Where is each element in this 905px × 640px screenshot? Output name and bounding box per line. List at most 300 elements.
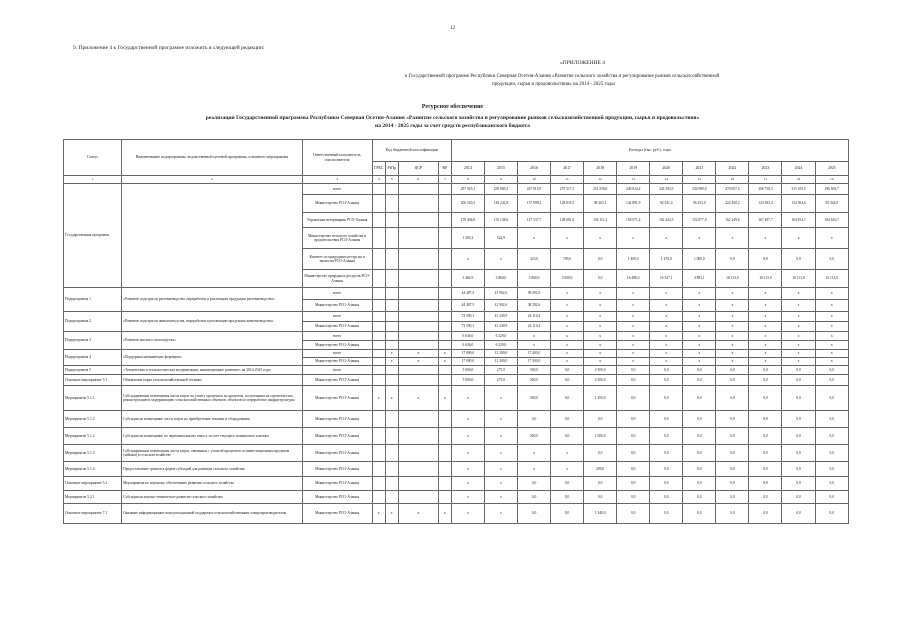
row-status: Подпрограмма 1: [64, 288, 122, 312]
column-number: 9: [484, 176, 517, 184]
header-name: Наименование подпрограммы, ведомственной целевой программы, основного мероприятия: [122, 140, 302, 176]
table-row: [64, 288, 849, 300]
row-value-2024: х: [782, 341, 815, 350]
row-value-2014: 206 520,3: [451, 195, 484, 213]
row-value-2019: 0,0: [617, 428, 650, 445]
row-value-2021: 0,0: [683, 375, 716, 386]
row-value-2017: х: [551, 288, 584, 300]
row-executor: всего: [302, 312, 372, 322]
row-value-2017: 128 635,5: [551, 195, 584, 213]
row-code-csr: [398, 491, 438, 504]
row-name: Оказание информационно-консультационной поддержки сельскохозяйственным товаропроизводителям: [122, 504, 302, 524]
row-value-2020: 0,0: [650, 491, 683, 504]
row-code-grbs: [372, 288, 385, 300]
row-code-grbs: х: [372, 386, 385, 411]
row-value-2020: х: [650, 300, 683, 312]
row-value-2016: х: [517, 332, 550, 341]
row-value-2025: х: [815, 332, 848, 341]
row-value-2025: 0,0: [815, 491, 848, 504]
row-value-2025: х: [815, 228, 848, 249]
row-value-2014: 1 305,2: [451, 228, 484, 249]
header-year-2020: 2020: [650, 162, 683, 176]
row-value-2019: 0,0: [617, 375, 650, 386]
row-value-2025: 0,0: [815, 504, 848, 524]
row-status: Подпрограмма 2: [64, 312, 122, 332]
row-value-2020: 1 470,0: [650, 249, 683, 270]
row-value-2019: х: [617, 312, 650, 322]
row-value-2020: 0,0: [650, 504, 683, 524]
row-value-2018: х: [584, 322, 617, 332]
row-value-2017: х: [551, 358, 584, 366]
column-number: 10: [517, 176, 550, 184]
row-value-2025: 0,0: [815, 366, 848, 375]
row-value-2015: х: [484, 445, 517, 462]
row-value-2016: 0,0: [517, 491, 550, 504]
row-code-rzpr: [385, 411, 398, 428]
row-executor: Министерство РСО-Алания: [302, 504, 372, 524]
row-value-2023: 0,0: [749, 366, 782, 375]
row-value-2020: х: [650, 312, 683, 322]
row-code-csr: [398, 332, 438, 341]
row-executor: всего: [302, 288, 372, 300]
appendix-basis-line-2: продукции, сырья и продовольствия» на 2014 - 2025 годы: [492, 82, 615, 87]
row-value-2021: 0,0: [683, 504, 716, 524]
row-code-vr: [438, 195, 451, 213]
row-code-rzpr: [385, 213, 398, 228]
row-code-csr: [398, 288, 438, 300]
row-value-2016: х: [517, 445, 550, 462]
row-code-rzpr: [385, 312, 398, 322]
row-value-2014: 257 923,1: [451, 184, 484, 195]
row-value-2023: х: [749, 358, 782, 366]
row-value-2025: х: [815, 358, 848, 366]
row-status: Государственная программа: [64, 184, 122, 288]
header-executor: Ответственный исполнитель, соисполнители: [302, 140, 372, 176]
row-value-2023: 0,0: [749, 386, 782, 411]
row-value-2016: 24 110,4: [517, 312, 550, 322]
row-name: «Развитие подотрасли животноводства, переработки и реализации продукции животноводства»: [122, 312, 302, 332]
row-code-grbs: [372, 184, 385, 195]
row-code-grbs: [372, 249, 385, 270]
row-value-2024: 16 113,0: [782, 270, 815, 288]
row-value-2014: х: [451, 504, 484, 524]
row-code-grbs: [372, 270, 385, 288]
row-executor: Министерство РСО-Алания: [302, 445, 372, 462]
row-code-csr: [398, 445, 438, 462]
header-code-2: ЦСР: [398, 162, 438, 176]
row-value-2021: х: [683, 300, 716, 312]
document-subtitle-2: на 2014 - 2025 годы за счет средств республиканского бюджета: [375, 123, 530, 129]
row-value-2014: х: [451, 428, 484, 445]
table-row: [64, 491, 849, 504]
row-value-2016: х: [517, 462, 550, 477]
table-row: [64, 477, 849, 491]
row-code-grbs: [372, 341, 385, 350]
row-code-csr: х: [398, 350, 438, 358]
column-number: 13: [617, 176, 650, 184]
row-code-rzpr: [385, 462, 398, 477]
row-value-2014: х: [451, 445, 484, 462]
row-code-grbs: [372, 366, 385, 375]
row-value-2024: х: [782, 322, 815, 332]
column-number: 15: [683, 176, 716, 184]
row-code-rzpr: [385, 366, 398, 375]
row-value-2019: 0,0: [617, 411, 650, 428]
row-value-2015: х: [484, 477, 517, 491]
row-value-2019: 0,0: [617, 504, 650, 524]
row-value-2022: 0,0: [716, 375, 749, 386]
column-number: 7: [438, 176, 451, 184]
row-value-2020: х: [650, 332, 683, 341]
row-code-rzpr: [385, 322, 398, 332]
row-value-2019: х: [617, 341, 650, 350]
table-row: [64, 332, 849, 341]
row-code-grbs: [372, 477, 385, 491]
row-code-vr: [438, 249, 451, 270]
row-executor: всего: [302, 366, 372, 375]
row-value-2019: 0,0: [617, 491, 650, 504]
row-name: «Техническая и технологическая модернизация, инновационное развитие» на 2014-2025 годы: [122, 366, 302, 375]
header-costs: Расходы (тыс. руб.), годы: [451, 140, 848, 162]
row-value-2015: 239 969,2: [484, 184, 517, 195]
row-value-2022: 0,0: [716, 366, 749, 375]
row-value-2016: 38 292,6: [517, 288, 550, 300]
row-code-rzpr: х: [385, 386, 398, 411]
row-value-2017: х: [551, 312, 584, 322]
row-value-2017: 700,0: [551, 249, 584, 270]
row-value-2015: 41 249,9: [484, 312, 517, 322]
row-value-2019: 158 071,4: [617, 213, 650, 228]
column-number: 3: [302, 176, 372, 184]
row-value-2019: х: [617, 350, 650, 358]
row-value-2015: х: [484, 411, 517, 428]
row-value-2015: 41 902,6: [484, 288, 517, 300]
row-value-2020: 0,0: [650, 477, 683, 491]
row-value-2022: 470 057,5: [716, 184, 749, 195]
row-code-rzpr: [385, 445, 398, 462]
row-value-2017: х: [551, 300, 584, 312]
row-value-2019: х: [617, 288, 650, 300]
row-value-2015: х: [484, 249, 517, 270]
row-value-2022: х: [716, 341, 749, 350]
row-value-2015: 6 329,0: [484, 332, 517, 341]
column-number: 1: [64, 176, 122, 184]
row-value-2021: 0,0: [683, 462, 716, 477]
row-code-vr: [438, 375, 451, 386]
row-status: Мероприятие 5.1.3: [64, 445, 122, 462]
row-value-2022: 222 458,2: [716, 195, 749, 213]
row-value-2016: 500,0: [517, 375, 550, 386]
row-value-2017: х: [551, 322, 584, 332]
row-code-rzpr: [385, 332, 398, 341]
column-number: 11: [551, 176, 584, 184]
row-value-2014: х: [451, 411, 484, 428]
header-year-2018: 2018: [584, 162, 617, 176]
row-value-2023: х: [749, 322, 782, 332]
row-code-vr: [438, 288, 451, 300]
row-value-2014: 3 482,9: [451, 270, 484, 288]
row-code-rzpr: [385, 428, 398, 445]
row-value-2019: х: [617, 228, 650, 249]
row-name: «Развитие мясного скотоводства»: [122, 332, 302, 350]
row-value-2018: 98 263,1: [584, 195, 617, 213]
row-value-2015: 12 200,0: [484, 350, 517, 358]
row-executor: Министерство РСО-Алания: [302, 462, 372, 477]
header-year-2019: 2019: [617, 162, 650, 176]
row-value-2025: х: [815, 341, 848, 350]
header-budget-codes: Код бюджетной классификации: [372, 140, 451, 162]
row-value-2023: 0,0: [749, 445, 782, 462]
row-value-2015: х: [484, 491, 517, 504]
table-row: [64, 411, 849, 428]
row-code-vr: [438, 184, 451, 195]
row-code-csr: [398, 213, 438, 228]
row-value-2022: х: [716, 312, 749, 322]
row-value-2020: 0,0: [650, 386, 683, 411]
row-code-csr: [398, 341, 438, 350]
header-status: Статус: [64, 140, 122, 176]
row-value-2022: 0,0: [716, 445, 749, 462]
row-executor: Министерство сельского хозяйства и продовольствия РСО-Алания: [302, 228, 372, 249]
row-status: Основное мероприятие 5.2: [64, 477, 122, 491]
row-value-2020: 0,0: [650, 411, 683, 428]
row-value-2020: 0,0: [650, 428, 683, 445]
row-value-2021: 0,0: [683, 428, 716, 445]
row-value-2015: 135 138,6: [484, 213, 517, 228]
header-code-1: РзПр: [385, 162, 398, 176]
row-value-2022: 0,0: [716, 386, 749, 411]
row-value-2020: 0,0: [650, 445, 683, 462]
row-executor: Министерство РСО-Алания: [302, 195, 372, 213]
row-value-2014: х: [451, 386, 484, 411]
row-code-rzpr: х: [385, 350, 398, 358]
row-status: Мероприятие 5.2.1: [64, 491, 122, 504]
row-code-grbs: [372, 312, 385, 322]
row-code-vr: [438, 366, 451, 375]
row-executor: Министерство РСО-Алания: [302, 411, 372, 428]
row-value-2023: х: [749, 300, 782, 312]
row-value-2021: х: [683, 228, 716, 249]
row-code-vr: [438, 491, 451, 504]
row-value-2017: х: [551, 332, 584, 341]
row-value-2024: 0,0: [782, 462, 815, 477]
header-year-2023: 2023: [749, 162, 782, 176]
row-code-rzpr: х: [385, 358, 398, 366]
row-value-2019: 0,0: [617, 386, 650, 411]
row-value-2021: 96 253,0: [683, 195, 716, 213]
row-value-2024: 0,0: [782, 445, 815, 462]
row-value-2015: х: [484, 462, 517, 477]
row-code-grbs: [372, 358, 385, 366]
row-executor: всего: [302, 350, 372, 358]
row-code-csr: [398, 270, 438, 288]
row-value-2023: 0,0: [749, 428, 782, 445]
row-code-rzpr: [385, 491, 398, 504]
row-value-2025: 0,0: [815, 462, 848, 477]
row-value-2024: х: [782, 288, 815, 300]
row-code-grbs: [372, 491, 385, 504]
row-name: «Развитие подотрасли растениеводства, переработки и реализации продукции растениеводства»: [122, 288, 302, 312]
row-code-vr: [438, 270, 451, 288]
row-value-2015: 3 860,0: [484, 270, 517, 288]
row-value-2021: 0,0: [683, 386, 716, 411]
row-value-2019: х: [617, 322, 650, 332]
row-value-2025: х: [815, 288, 848, 300]
row-status: Мероприятие 5.1.2: [64, 428, 122, 445]
row-value-2016: 17 200,0: [517, 350, 550, 358]
row-code-csr: х: [398, 504, 438, 524]
row-value-2021: х: [683, 322, 716, 332]
row-value-2019: 240 024,4: [617, 184, 650, 195]
row-value-2014: 17 000,0: [451, 350, 484, 358]
row-value-2019: х: [617, 300, 650, 312]
row-status: Основное мероприятие 7.1: [64, 504, 122, 524]
row-value-2017: 0,0: [551, 366, 584, 375]
row-code-vr: х: [438, 350, 451, 358]
row-value-2014: 6 636,0: [451, 341, 484, 350]
row-name: «Поддержка начинающих фермеров»: [122, 350, 302, 366]
row-value-2023: х: [749, 350, 782, 358]
row-code-grbs: [372, 195, 385, 213]
table-row: [64, 375, 849, 386]
row-value-2022: х: [716, 332, 749, 341]
row-value-2017: 5 000,0: [551, 270, 584, 288]
row-value-2017: х: [551, 228, 584, 249]
row-value-2014: х: [451, 491, 484, 504]
column-number: 5: [385, 176, 398, 184]
row-code-grbs: [372, 213, 385, 228]
row-value-2015: х: [484, 386, 517, 411]
row-value-2020: 245 392,9: [650, 184, 683, 195]
row-value-2023: 0,0: [749, 249, 782, 270]
row-value-2025: 0,0: [815, 428, 848, 445]
row-value-2022: 162 249,6: [716, 213, 749, 228]
row-value-2016: 500,0: [517, 428, 550, 445]
row-value-2014: х: [451, 477, 484, 491]
amendment-note: 9. Приложение 4 к Государственной программе изложить в следующей редакции:: [73, 45, 265, 51]
row-value-2024: 0,0: [782, 491, 815, 504]
row-code-rzpr: [385, 270, 398, 288]
row-value-2015: 41 249,9: [484, 322, 517, 332]
row-code-grbs: [372, 322, 385, 332]
row-executor: всего: [302, 184, 372, 195]
row-value-2014: 17 000,0: [451, 358, 484, 366]
row-name: Субсидии на возмещение части затрат на приобретение техники и оборудования: [122, 411, 302, 428]
row-code-grbs: х: [372, 504, 385, 524]
row-value-2019: х: [617, 332, 650, 341]
row-code-grbs: [372, 228, 385, 249]
row-value-2021: 0,0: [683, 477, 716, 491]
row-value-2016: 500,0: [517, 366, 550, 375]
row-code-csr: [398, 249, 438, 270]
row-value-2015: 149 242,8: [484, 195, 517, 213]
row-executor: Министерство РСО-Алания: [302, 341, 372, 350]
row-value-2019: 0,0: [617, 445, 650, 462]
row-value-2025: 95 344,0: [815, 195, 848, 213]
row-code-vr: х: [438, 504, 451, 524]
row-executor: Министерство РСО-Алания: [302, 386, 372, 411]
row-value-2015: 6 329,0: [484, 341, 517, 350]
row-value-2020: х: [650, 341, 683, 350]
row-code-grbs: [372, 332, 385, 341]
row-code-grbs: [372, 428, 385, 445]
row-value-2024: х: [782, 332, 815, 341]
row-value-2016: 323,0: [517, 249, 550, 270]
row-value-2014: 5 000,0: [451, 366, 484, 375]
row-value-2023: 0,0: [749, 504, 782, 524]
row-value-2022: х: [716, 300, 749, 312]
row-code-vr: [438, 213, 451, 228]
row-value-2014: 6 636,0: [451, 332, 484, 341]
row-value-2021: 234 980,0: [683, 184, 716, 195]
row-value-2025: 0,0: [815, 375, 848, 386]
column-number: 12: [584, 176, 617, 184]
row-value-2018: 0,0: [584, 249, 617, 270]
row-value-2016: 227 913,9: [517, 184, 550, 195]
row-value-2017: х: [551, 341, 584, 350]
row-value-2019: 142 891,9: [617, 195, 650, 213]
row-value-2016: 0,0: [517, 504, 550, 524]
row-value-2017: 0,0: [551, 375, 584, 386]
row-value-2018: х: [584, 288, 617, 300]
row-value-2018: х: [584, 341, 617, 350]
row-executor: Комитет по природным ресурсам и экологии РСО-Алания: [302, 249, 372, 270]
row-code-rzpr: [385, 375, 398, 386]
row-value-2016: 0,0: [517, 411, 550, 428]
row-name: Обновление парка сельскохозяйственной техники: [122, 375, 302, 386]
row-value-2024: 0,0: [782, 375, 815, 386]
header-year-2017: 2017: [551, 162, 584, 176]
row-name: Предоставление грантов в форме субсидий для развития сельского хозяйства: [122, 462, 302, 477]
column-number: 18: [782, 176, 815, 184]
table-row: [64, 504, 849, 524]
row-value-2018: х: [584, 332, 617, 341]
row-value-2023: х: [749, 228, 782, 249]
header-year-2022: 2022: [716, 162, 749, 176]
row-value-2024: 0,0: [782, 386, 815, 411]
row-code-rzpr: [385, 288, 398, 300]
row-value-2021: 0,0: [683, 411, 716, 428]
row-name: Субсидирование возмещения части затрат, связанных с уплатой процентов по инвестиционным кредитам (займам) в сельском хозяйстве: [122, 445, 302, 462]
row-value-2025: 0,0: [815, 445, 848, 462]
table-row: [64, 462, 849, 477]
row-value-2019: х: [617, 358, 650, 366]
row-value-2016: 0,0: [517, 477, 550, 491]
row-value-2021: 0,0: [683, 445, 716, 462]
column-number-row: [64, 176, 849, 184]
row-value-2016: 500,0: [517, 386, 550, 411]
row-value-2024: 315 109,5: [782, 184, 815, 195]
row-code-csr: [398, 184, 438, 195]
row-value-2017: х: [551, 445, 584, 462]
row-code-csr: [398, 428, 438, 445]
row-status: Мероприятие 5.1.4: [64, 462, 122, 477]
row-value-2018: 1 340,0: [584, 504, 617, 524]
row-value-2015: х: [484, 428, 517, 445]
row-value-2016: 127 537,7: [517, 213, 550, 228]
document-subtitle: реализации Государственной программы Республики Северная Осетия-Алания «Развитие сельского хозяйства и регулирование рынков сельскохозяйственной продукции, сырья и продовольствия»: [205, 115, 700, 121]
row-code-csr: [398, 195, 438, 213]
row-value-2023: х: [749, 312, 782, 322]
row-value-2018: 1 000,0: [584, 428, 617, 445]
row-value-2024: 0,0: [782, 504, 815, 524]
row-value-2017: 257 317,1: [551, 184, 584, 195]
row-value-2019: 16 488,4: [617, 270, 650, 288]
row-value-2016: 24 110,4: [517, 322, 550, 332]
row-value-2017: 0,0: [551, 411, 584, 428]
row-value-2025: 184 616,7: [815, 213, 848, 228]
row-value-2023: 167 497,7: [749, 213, 782, 228]
